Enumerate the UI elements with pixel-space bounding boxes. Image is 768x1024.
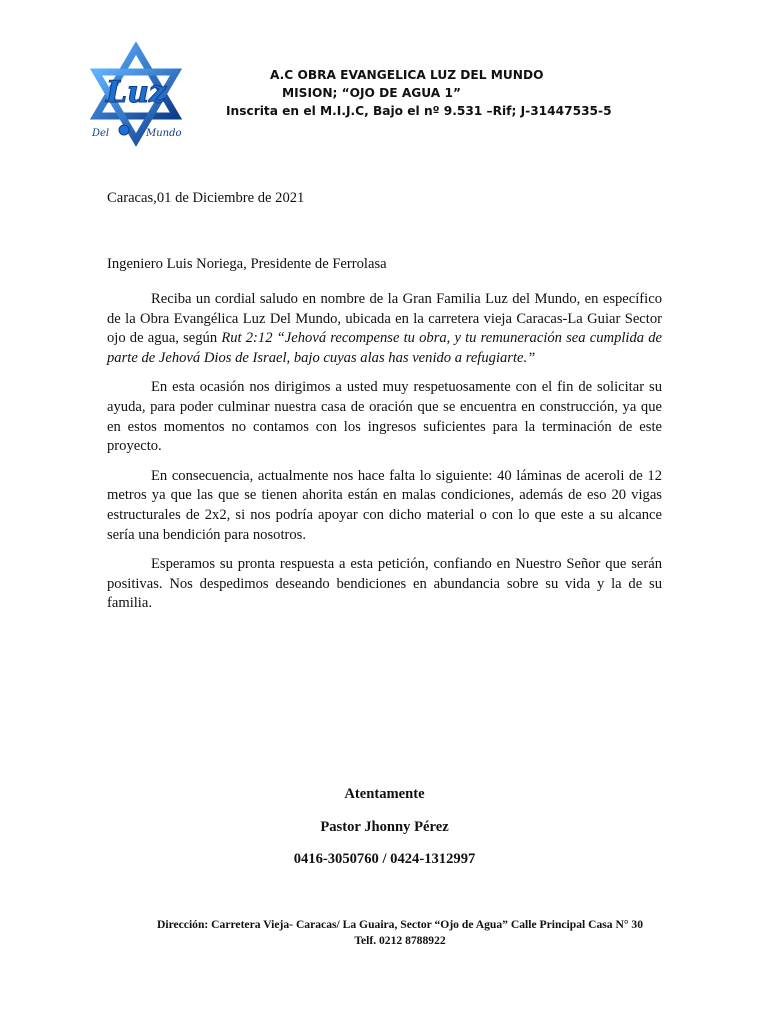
logo-subtext-right: Mundo [146, 128, 182, 139]
signer-name: Pastor Jhonny Pérez [320, 819, 449, 835]
footer-phone: Telf. 0212 8788922 [354, 934, 446, 947]
bible-quote: Rut 2:12 “Jehová recompense tu obra, y tu remuneración sea cumplida de parte de Jehová Dios de Israel, bajo cuyas alas has venido a refugiarte.” [107, 330, 663, 366]
logo-text: Luz [106, 75, 166, 110]
paragraph-closing: Esperamos su pronta respuesta a esta petición, confiando en Nuestro Señor que serán positivas. Nos despedimos deseando bendiciones en abundancia sobre su vida y la de su familia. [107, 556, 662, 612]
signer-phones: 0416-3050760 / 0424-1312997 [293, 851, 476, 867]
letter-date: Caracas,01 de Diciembre de 2021 [107, 190, 305, 206]
organization-logo [88, 42, 184, 148]
registration-line: Inscrita en el M.I.J.C, Bajo el nº 9.531 –Rif; J-31447535-5 [226, 104, 612, 118]
logo-subtext-left: Del [92, 128, 110, 139]
mission-name: MISION; “OJO DE AGUA 1” [282, 86, 461, 100]
recipient-line: Ingeniero Luis Noriega, Presidente de Ferrolasa [107, 256, 387, 272]
paragraph-request: En esta ocasión nos dirigimos a usted muy respetuosamente con el fin de solicitar su ayuda, para poder culminar nuestra casa de oración que se encuentra en construcción, ya que en estos momentos no contamos con los ingresos suficientes para la terminación de este proyecto. [107, 379, 662, 455]
greeting-text: Reciba un cordial saludo en nombre de la Gran Familia Luz del Mundo, en específico de la Obra Evangélica Luz Del Mundo, ubicada en la carretera vieja Caracas-La Guiar Sector ojo de agua, según [107, 291, 662, 347]
letter-body [107, 290, 662, 624]
org-name: A.C OBRA EVANGELICA LUZ DEL MUNDO [270, 68, 544, 82]
closing-salutation: Atentamente [344, 786, 425, 802]
letter-footer [70, 917, 730, 949]
paragraph-greeting [107, 290, 662, 368]
letterhead [200, 66, 640, 120]
paragraph-materials: En consecuencia, actualmente nos hace falta lo siguiente: 40 láminas de aceroli de 12 metros ya que las que se tienen ahorita están en malas condiciones, además de eso 20 vigas estructurales de 2x2, si nos podría apoyar con dicho material o con lo que este a su alcance sería una bendición para nosotros. [107, 467, 662, 543]
footer-address: Dirección: Carretera Vieja- Caracas/ La Guaira, Sector “Ojo de Agua” Calle Principal Casa N° 30 [156, 918, 644, 931]
